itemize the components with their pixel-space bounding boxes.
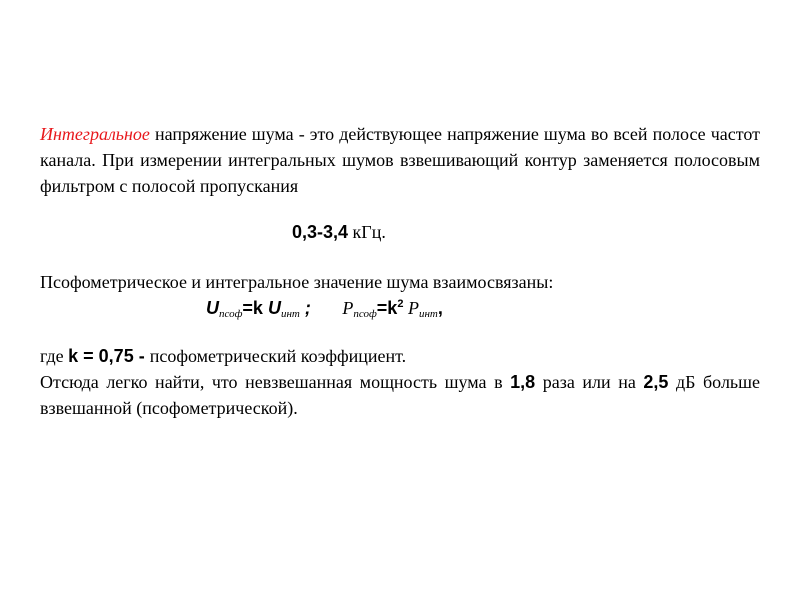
conclusion-text: Отсюда легко найти, что невзвешанная мощность шума в 1,8 раза или на 2,5 дБ больше взвешанной (псофометрической). (40, 372, 760, 418)
integral-noise-definition (40, 121, 760, 199)
formula-line (206, 295, 626, 321)
coef-value: k = 0,75 - (68, 346, 150, 366)
formula-eq2: =k (376, 298, 398, 318)
formula-u-int: $U_{инт}$ (267, 298, 300, 320)
formula-p-int: $P_{инт}$ (403, 298, 438, 320)
definition-text: напряжение шума - это действующее напряжение шума во всей полосе частот канала. При измерении интегральных шумов взвешивающий контур заменяется полосовым фильтром с полосой пропускания (40, 124, 760, 196)
formula-power: 2 (397, 298, 404, 310)
formula-p-psof: $P_{псоф}$ (342, 298, 377, 320)
passband-unit: кГц. (348, 222, 386, 242)
term-integral: Интегральное (40, 124, 150, 144)
relation-text: Псофометрическое и интегральное значение шума взаимосвязаны: (40, 272, 554, 292)
passband-line (292, 219, 592, 245)
formula-eq1: =k (242, 298, 268, 318)
coef-text: псофометрический коэффициент. (149, 346, 407, 366)
formula-separator: ; (299, 298, 311, 318)
coefficient-line (40, 343, 760, 369)
coef-prefix: где (40, 346, 69, 366)
ratio-value: 1,8 (510, 372, 536, 392)
formula-u-psof: $U_{псоф}$ (206, 298, 243, 320)
db-value: 2,5 (643, 372, 669, 392)
formula-end: , (437, 298, 443, 318)
passband-value: 0,3-3,4 (292, 222, 349, 242)
relation-statement (40, 269, 760, 295)
